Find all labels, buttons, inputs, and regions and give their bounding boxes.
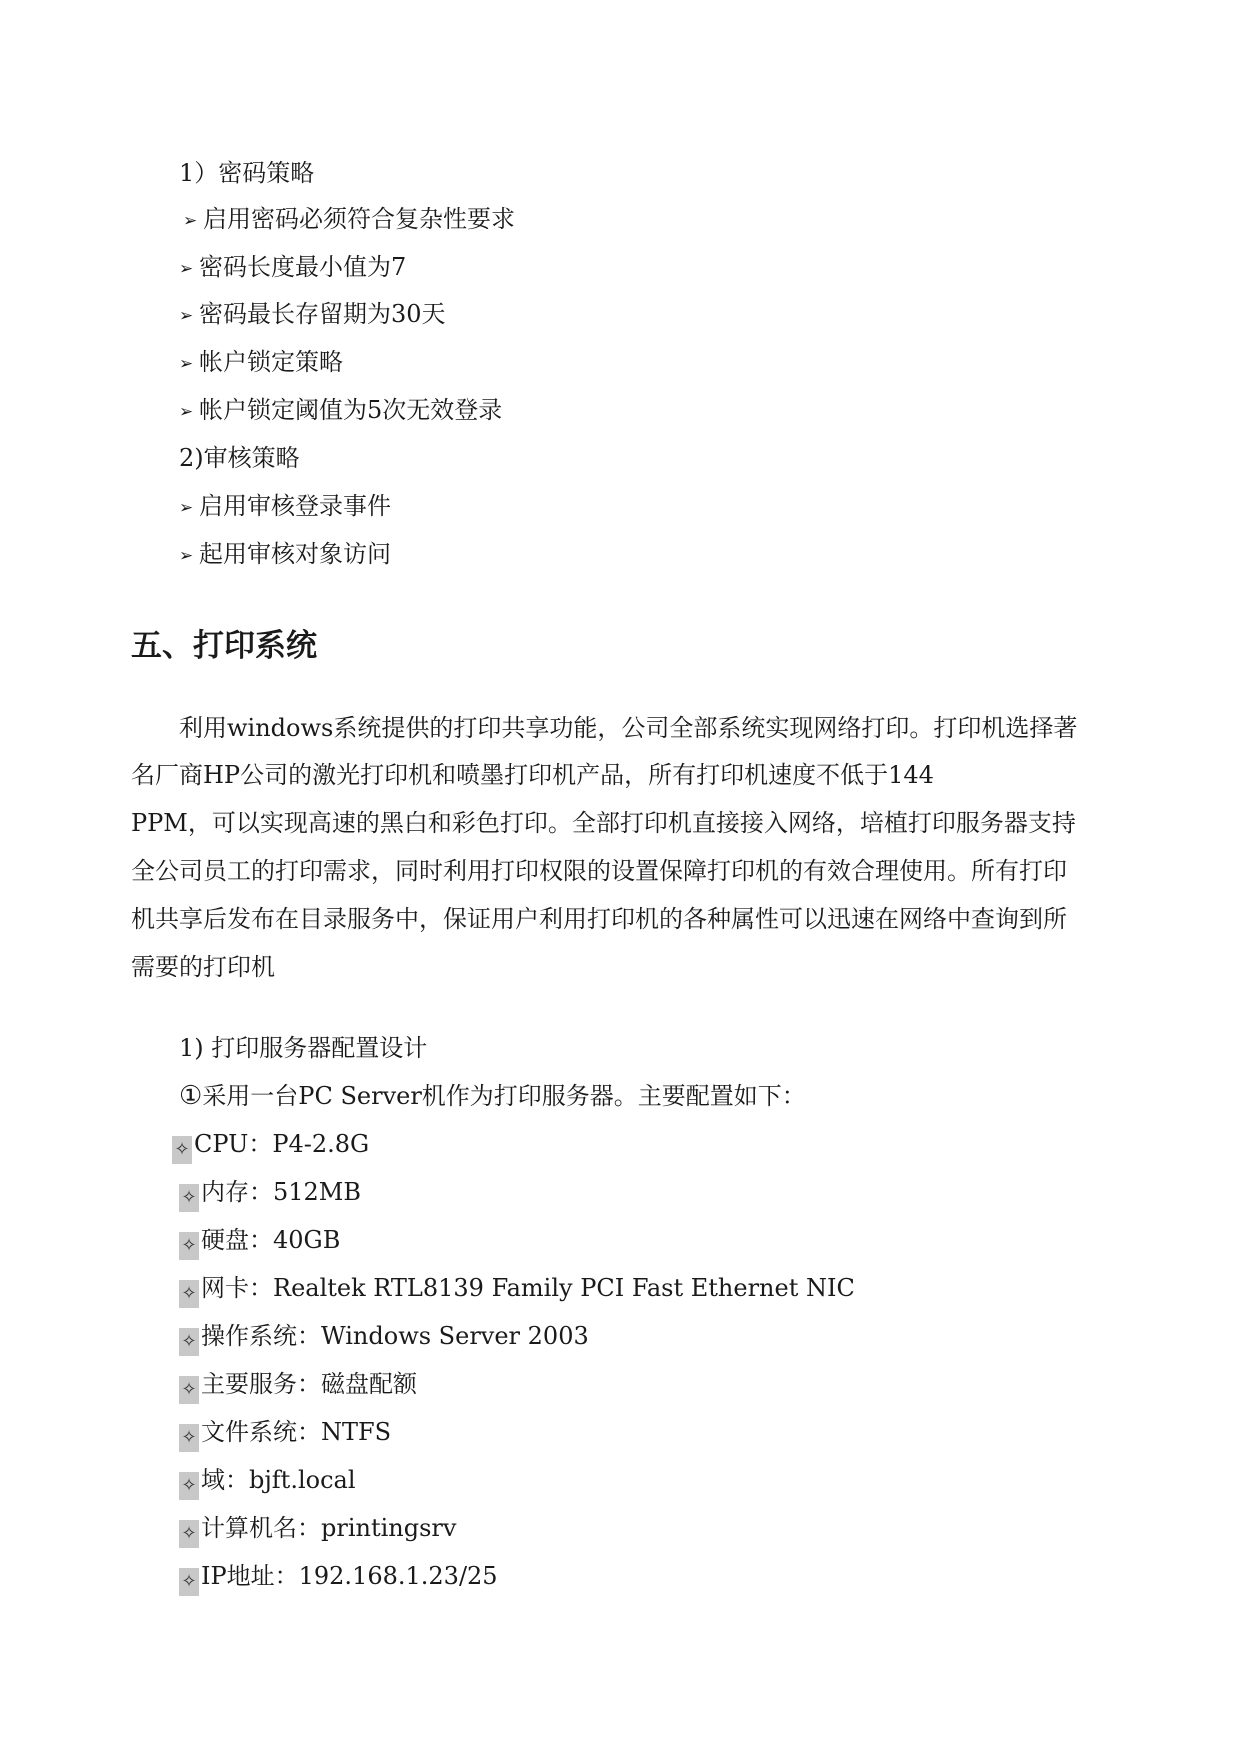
spec-item bbox=[179, 1513, 456, 1548]
print-server-heading: 1) 打印服务器配置设计 bbox=[179, 1034, 428, 1062]
spec-text: 内存：512MB bbox=[201, 1178, 362, 1206]
spec-text: 网卡：Realtek RTL8139 Family PCI Fast Ethernet NIC bbox=[201, 1274, 855, 1302]
diamond-bullet-icon: ✧ bbox=[179, 1184, 199, 1212]
list-item-text: 起用审核对象访问 bbox=[199, 540, 391, 568]
section-title: 五、打印系统 bbox=[131, 628, 317, 664]
spec-item bbox=[179, 1177, 361, 1212]
paragraph-line: 机共享后发布在目录服务中，保证用户利用打印机的各种属性可以迅速在网络中查询到所 bbox=[131, 905, 1067, 933]
list-item bbox=[179, 395, 502, 427]
list-item-text: 密码最长存留期为30天 bbox=[199, 300, 446, 328]
spec-item bbox=[179, 1369, 417, 1404]
diamond-bullet-icon: ✧ bbox=[179, 1568, 199, 1596]
arrow-bullet-icon: ➢ bbox=[179, 402, 194, 422]
list-item bbox=[179, 539, 391, 571]
spec-item bbox=[179, 1465, 356, 1500]
spec-item bbox=[179, 1561, 498, 1596]
diamond-bullet-icon: ✧ bbox=[179, 1472, 199, 1500]
diamond-bullet-icon: ✧ bbox=[179, 1232, 199, 1260]
arrow-bullet-icon: ➢ bbox=[179, 259, 194, 279]
diamond-bullet-icon: ✧ bbox=[179, 1424, 199, 1452]
list-item-text: 启用密码必须符合复杂性要求 bbox=[203, 205, 515, 233]
paragraph-line: 需要的打印机 bbox=[131, 953, 275, 981]
spec-text: 域：bjft.local bbox=[201, 1466, 356, 1494]
diamond-bullet-icon: ✧ bbox=[179, 1328, 199, 1356]
paragraph-line: 名厂商HP公司的激光打印机和喷墨打印机产品，所有打印机速度不低于144 bbox=[131, 761, 934, 789]
spec-item bbox=[179, 1225, 340, 1260]
server-intro bbox=[179, 1081, 806, 1111]
list-item-text: 密码长度最小值为7 bbox=[199, 253, 407, 281]
arrow-bullet-icon: ➢ bbox=[179, 546, 194, 566]
diamond-bullet-icon: ✧ bbox=[179, 1280, 199, 1308]
spec-text: 操作系统：Windows Server 2003 bbox=[201, 1322, 589, 1350]
arrow-bullet-icon: ➢ bbox=[179, 354, 194, 374]
arrow-bullet-icon: ➢ bbox=[179, 498, 194, 518]
spec-text: IP地址：192.168.1.23/25 bbox=[201, 1562, 498, 1590]
diamond-bullet-icon: ✧ bbox=[172, 1136, 192, 1164]
spec-item bbox=[179, 1417, 391, 1452]
arrow-bullet-icon: ➢ bbox=[179, 306, 194, 326]
spec-item bbox=[179, 1321, 589, 1356]
list-item-text: 帐户锁定策略 bbox=[199, 348, 343, 376]
spec-text: CPU：P4-2.8G bbox=[194, 1130, 370, 1158]
list-item bbox=[179, 299, 446, 331]
password-policy-heading: 1）密码策略 bbox=[179, 159, 315, 187]
list-item bbox=[183, 204, 515, 236]
list-item-text: 帐户锁定阈值为5次无效登录 bbox=[199, 396, 503, 424]
list-item bbox=[179, 347, 343, 379]
spec-item bbox=[172, 1129, 369, 1164]
diamond-bullet-icon: ✧ bbox=[179, 1376, 199, 1404]
list-item bbox=[179, 491, 391, 523]
list-item-text: 启用审核登录事件 bbox=[199, 492, 391, 520]
spec-item bbox=[179, 1273, 855, 1308]
spec-text: 主要服务：磁盘配额 bbox=[201, 1370, 417, 1398]
diamond-bullet-icon: ✧ bbox=[179, 1520, 199, 1548]
paragraph-line: 全公司员工的打印需求，同时利用打印权限的设置保障打印机的有效合理使用。所有打印 bbox=[131, 857, 1067, 885]
circled-number-icon: ① bbox=[179, 1081, 203, 1111]
spec-text: 文件系统：NTFS bbox=[201, 1418, 392, 1446]
spec-text: 计算机名：printingsrv bbox=[201, 1514, 457, 1542]
paragraph-line: 利用windows系统提供的打印共享功能，公司全部系统实现网络打印。打印机选择著 bbox=[179, 714, 1078, 742]
audit-policy-heading: 2)审核策略 bbox=[179, 444, 300, 472]
spec-text: 硬盘：40GB bbox=[201, 1226, 341, 1254]
arrow-bullet-icon: ➢ bbox=[183, 211, 198, 231]
paragraph-line: PPM，可以实现高速的黑白和彩色打印。全部打印机直接接入网络，培植打印服务器支持 bbox=[131, 809, 1076, 837]
server-intro-text: 采用一台PC Server机作为打印服务器。主要配置如下： bbox=[202, 1082, 806, 1110]
list-item bbox=[179, 252, 406, 284]
